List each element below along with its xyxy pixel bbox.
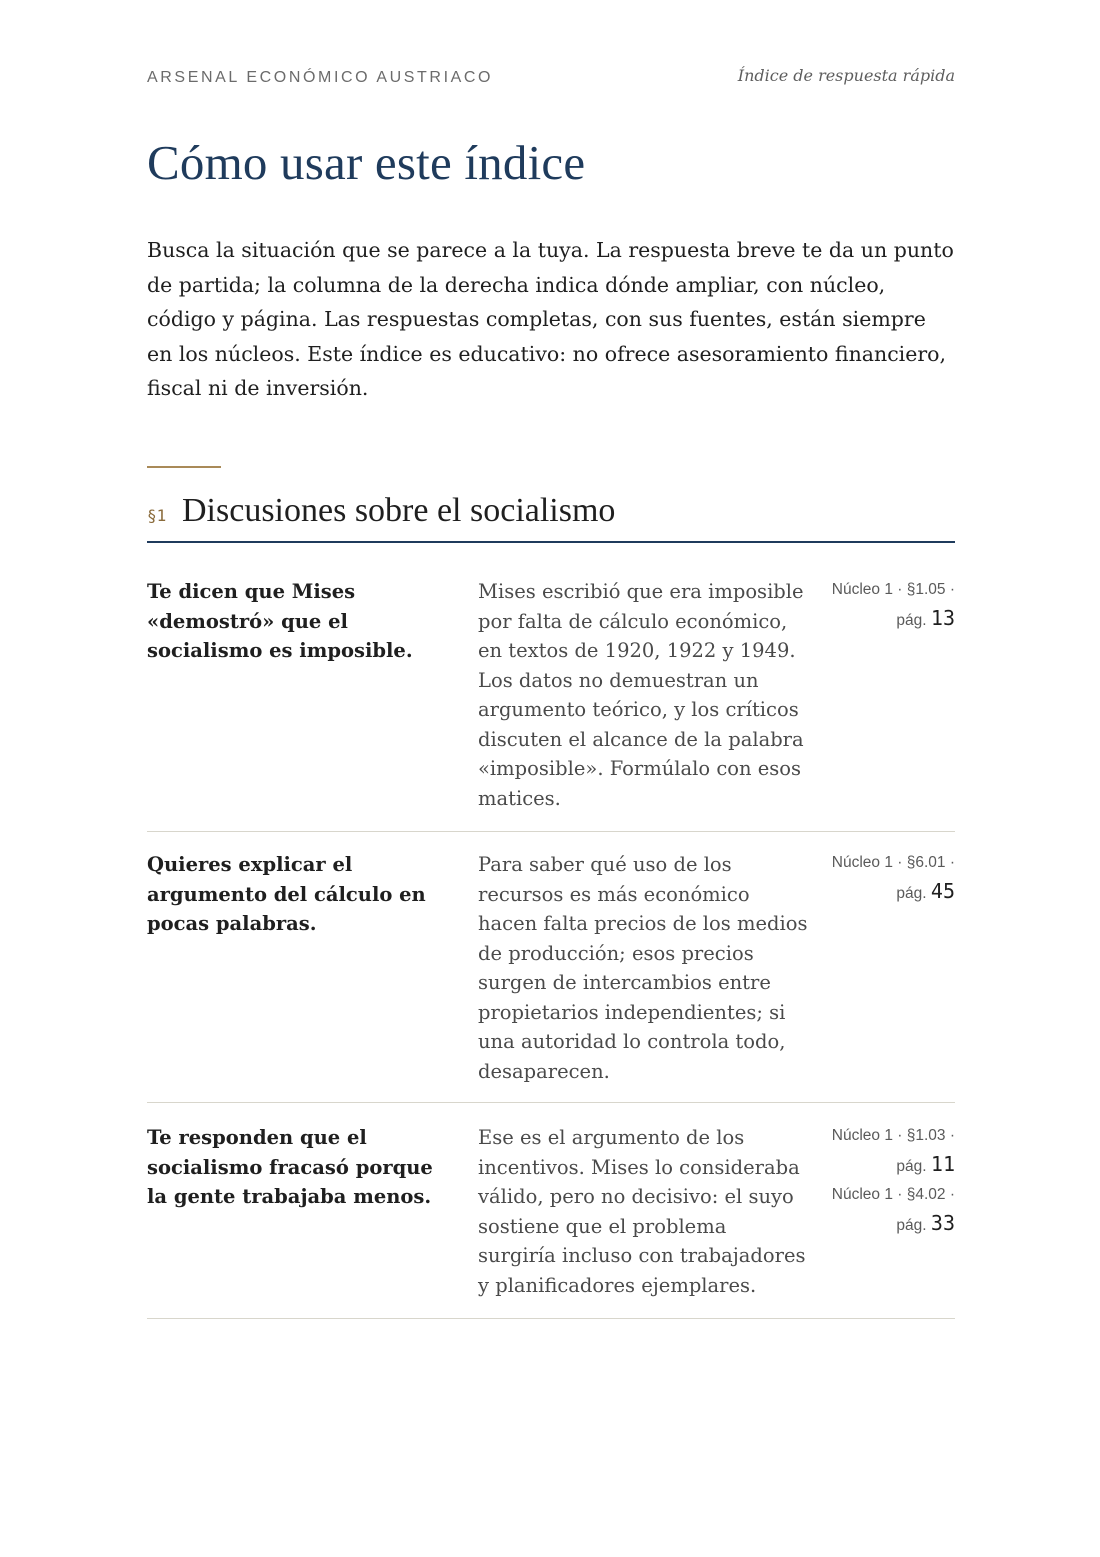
- series-label: ARSENAL ECONÓMICO AUSTRIACO: [147, 69, 494, 86]
- entries-list: [147, 543, 955, 1319]
- page-number: 33: [930, 1211, 955, 1235]
- section-title: Discusiones sobre el socialismo: [182, 492, 616, 529]
- entry-question: Te dicen que Mises «demostró» que el socialismo es imposible.: [147, 580, 413, 662]
- reference-item: [815, 576, 955, 635]
- section-accent-rule: [147, 466, 221, 468]
- page-label: pág.: [896, 1217, 927, 1234]
- intro-paragraph: Busca la situación que se parece a la tuya. La respuesta breve te da un punto de partida; la columna de la derecha indica dónde ampliar, con núcleo, código y página. Las respuestas completas, con sus fuentes, están siempre en los núcleos. Este índice es educativo: no ofrece asesoramiento financiero, fiscal ni de inversión.: [147, 238, 954, 401]
- page-label: pág.: [896, 885, 927, 902]
- reference-item: [815, 1122, 955, 1181]
- reference-item: [815, 1181, 955, 1240]
- reference-location: Núcleo 1 · §1.05 ·: [831, 581, 955, 598]
- entry-row: [147, 543, 955, 832]
- entry-answer: Mises escribió que era imposible por falta de cálculo económico, en textos de 1920, 1922 y 1949. Los datos no demuestran un argumento teórico, y los críticos discuten el alcance de la palabra «imposible». Formúlalo con esos matices.: [478, 580, 804, 810]
- entry-row: [147, 832, 955, 1103]
- page-number: 45: [930, 879, 955, 903]
- entry-row: [147, 1103, 955, 1319]
- page-label: pág.: [896, 612, 927, 629]
- page-number: 11: [930, 1152, 955, 1176]
- reference-location: Núcleo 1 · §1.03 ·: [831, 1127, 955, 1144]
- reference-location: Núcleo 1 · §6.01 ·: [831, 854, 955, 871]
- page-number: 13: [930, 606, 955, 630]
- section-number: §1: [147, 506, 167, 525]
- entry-question: Te responden que el socialismo fracasó porque la gente trabajaba menos.: [147, 1126, 433, 1208]
- entry-reference: [815, 1122, 955, 1240]
- entry-answer: Ese es el argumento de los incentivos. Mises lo consideraba válido, pero no decisivo: el suyo sostiene que el problema surgiría incluso con trabajadores y planificadores ejemplares.: [478, 1126, 806, 1297]
- entry-reference: [815, 576, 955, 635]
- entry-question: Quieres explicar el argumento del cálculo en pocas palabras.: [147, 853, 426, 935]
- running-header: [147, 66, 955, 90]
- section-heading: [147, 492, 955, 534]
- entry-answer: Para saber qué uso de los recursos es más económico hacen falta precios de los medios de producción; esos precios surgen de intercambios entre propietarios independientes; si una autoridad lo controla todo, desaparecen.: [478, 853, 808, 1083]
- running-title: Índice de respuesta rápida: [737, 66, 955, 85]
- reference-item: [815, 849, 955, 908]
- entry-reference: [815, 849, 955, 908]
- reference-location: Núcleo 1 · §4.02 ·: [831, 1186, 955, 1203]
- page-label: pág.: [896, 1158, 927, 1175]
- page-title: Cómo usar este índice: [147, 135, 586, 190]
